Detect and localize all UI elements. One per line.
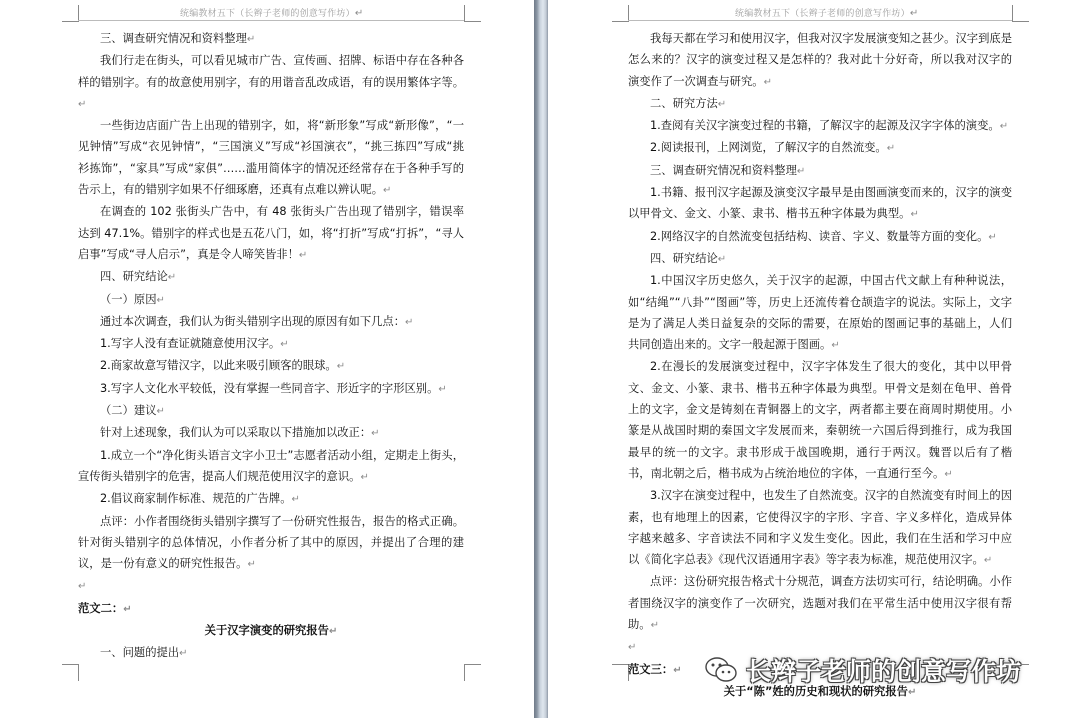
paragraph-text: 关于“陈”姓的历史和现状的研究报告 <box>723 684 908 698</box>
paragraph-mark: ↵ <box>944 468 953 480</box>
paragraph <box>78 355 464 377</box>
paragraph <box>628 137 1012 159</box>
paragraph-text: 1.写字人没有查证就随意使用汉字。 <box>100 337 281 351</box>
header-rule <box>628 20 1012 21</box>
paragraph-text: 1.中国汉字历史悠久，关于汉字的起源，中国古代文献上有种种说法，如“结绳”“八卦”“图画”等，历史上还流传着仓颉造字的说法。实际上，文字是为了满足人类日益复杂的交际的需要，在原始的图画记事的基础上，人们共同创造出来的。文字一般起源于图画。 <box>628 274 1012 352</box>
document-page-left <box>0 0 534 718</box>
wechat-icon <box>704 656 738 684</box>
paragraph <box>628 485 1012 571</box>
paragraph-mark: ↵ <box>796 165 806 177</box>
paragraph-mark: ↵ <box>983 555 993 567</box>
paragraph-mark: ↵ <box>247 559 256 571</box>
paragraph-text: 1.书籍、报刊汉字起源及演变汉字最早是由图画演变而来的，汉字的演变以甲骨文、金文、小篆、隶书、楷书五种字体最为典型。 <box>628 186 1012 221</box>
paragraph-mark: ↵ <box>650 620 659 632</box>
paragraph-mark: ↵ <box>383 185 392 197</box>
paragraph-text: 2.网络汉字的自然流变包括结构、读音、字义、数量等方面的变化。 <box>650 229 989 243</box>
paragraph <box>78 422 464 444</box>
paragraph-text: 我每天都在学习和使用汉字，但我对汉字发展演变知之甚少。汉字到底是怎么来的？汉字的演变过程又是怎样的？我对此十分好奇，所以我对汉字的演变作了一次调查与研究。 <box>628 32 1012 88</box>
paragraph-mark: ↵ <box>628 642 637 654</box>
paragraph <box>78 201 464 266</box>
paragraph <box>628 182 1012 226</box>
paragraph <box>78 575 464 597</box>
paragraph-text: 2.在漫长的发展演变过程中，汉字字体发生了很大的变化，其中以甲骨文、金文、小篆、隶书、楷书五种字体最为典型。甲骨文是刻在龟甲、兽骨上的文字，金文是铸刻在青铜器上的文字，两者都主要在商周时期使用。小篆是从战国时期的秦国文字发展而来，秦朝统一六国后得到推行，成为我国最早的统一的文字。隶书形成于战国晚期，通行于两汉。魏晋以后有了楷书，南北朝之后，楷书成为占统治地位的字体，一直通行至今。 <box>628 360 1012 480</box>
paragraph <box>78 488 464 510</box>
paragraph-mark: ↵ <box>831 340 840 352</box>
paragraph-mark: ↵ <box>371 428 380 440</box>
paragraph-mark: ↵ <box>988 231 997 243</box>
paragraph <box>628 226 1012 248</box>
paragraph-mark: ↵ <box>910 209 919 221</box>
paragraph-mark: ↵ <box>167 272 177 284</box>
header-text: 统编教材五下（长辫子老师的创意写作坊） <box>735 9 910 19</box>
paragraph-text: 四、研究结论 <box>650 251 718 265</box>
paragraph-text: 1.成立一个“净化街头语言文字小卫士”志愿者活动小组，定期走上街头，宣传街头错别字的危害，提高人们规范使用汉字的意识。 <box>78 448 464 483</box>
paragraph-mark: ↵ <box>246 34 256 45</box>
paragraph-text: 2.倡议商家制作标准、规范的广告牌。 <box>100 492 292 506</box>
paragraph <box>628 160 1012 182</box>
paragraph-mark: ↵ <box>717 253 727 265</box>
paragraph-text: 三、调查研究情况和资料整理 <box>100 32 247 45</box>
paragraph <box>78 445 464 489</box>
paragraph-mark: ↵ <box>280 339 289 351</box>
paragraph-mark: ↵ <box>763 76 772 88</box>
paragraph <box>628 115 1012 137</box>
paragraph-mark: ↵ <box>673 664 682 676</box>
crop-mark <box>612 664 629 681</box>
paragraph-text: 一、问题的提出 <box>100 646 180 660</box>
paragraph-text: 在调查的 102 张街头广告中，有 48 张街头广告出现了错别字，错误率达到 47.1%。错别字的样式也是五花八门，如，将“打折”写成“打拆”，“寻人启事”写成“寻人启示”，真是令人啼笑皆非！ <box>78 205 464 261</box>
paragraph <box>78 311 464 333</box>
paragraph <box>628 248 1012 270</box>
paragraph <box>628 571 1012 636</box>
paragraph <box>628 28 1012 93</box>
paragraph-mark: ↵ <box>298 249 308 261</box>
page-gutter <box>534 0 548 718</box>
paragraph-mark: ↵ <box>360 471 369 483</box>
paragraph <box>78 400 464 422</box>
paragraph <box>78 620 464 642</box>
paragraph-mark: ↵ <box>886 143 896 155</box>
paragraph-mark: ↵ <box>291 494 300 506</box>
document-page-right <box>548 0 1080 718</box>
paragraph-mark: ↵ <box>999 121 1009 133</box>
paragraph-text: 通过本次调查，我们认为街头错别字出现的原因有如下几点： <box>100 314 406 328</box>
paragraph-text: （二）建议 <box>100 404 157 418</box>
paragraph-mark: ↵ <box>78 581 87 593</box>
paragraph-text: 范文三： <box>628 662 674 676</box>
crop-mark <box>62 664 79 681</box>
crop-mark <box>464 664 481 681</box>
paragraph-mark: ↵ <box>336 361 346 373</box>
paragraph-text: 点评：小作者围绕街头错别字撰写了一份研究性报告，报告的格式正确。针对街头错别字的总体情况，小作者分析了其中的原因，并提出了合理的建议，是一份有意义的研究性报告。 <box>78 514 464 571</box>
paragraph <box>78 289 464 311</box>
paragraph-mark: ↵ <box>438 383 447 395</box>
paragraph-mark: ↵ <box>156 406 165 418</box>
header-rule <box>78 20 464 21</box>
paragraph <box>78 378 464 400</box>
page-content <box>628 28 1012 703</box>
paragraph-text: 四、研究结论 <box>100 270 168 284</box>
paragraph-mark: ↵ <box>156 294 165 306</box>
paragraph <box>628 93 1012 115</box>
paragraph-mark: ↵ <box>907 686 917 698</box>
paragraph-mark: ↵ <box>123 603 132 615</box>
paragraph <box>78 50 464 115</box>
watermark-text: 长辫子老师的创意写作坊 <box>746 657 1022 686</box>
crop-mark <box>464 5 481 22</box>
paragraph <box>78 115 464 201</box>
paragraph-text: 我们行走在街头，可以看见城市广告、宣传画、招牌、标语中存在各种各样的错别字。有的故意使用别字，有的用谐音乱改成语，有的误用繁体字等。 <box>78 54 464 89</box>
paragraph-text: 针对上述现象，我们认为可以采取以下措施加以改正： <box>100 426 372 440</box>
paragraph <box>78 642 464 664</box>
paragraph-text: 3.写字人文化水平较低，没有掌握一些同音字、形近字的字形区别。 <box>100 381 439 395</box>
paragraph-text: 1.查阅有关汉字演变过程的书籍，了解汉字的起源及汉字字体的演变。 <box>650 119 1000 133</box>
paragraph <box>628 356 1012 485</box>
paragraph-text: 关于汉字演变的研究报告 <box>204 624 329 638</box>
paragraph-mark: ↵ <box>179 648 188 660</box>
paragraph-text: 2.商家故意写错汉字，以此来吸引顾客的眼球。 <box>100 359 337 373</box>
paragraph-text: （一）原因 <box>100 292 157 306</box>
paragraph-text: 三、调查研究情况和资料整理 <box>650 163 797 177</box>
paragraph-text: 2.阅读报刊，上网浏览，了解汉字的自然流变。 <box>650 141 887 155</box>
paragraph <box>628 270 1012 356</box>
paragraph-text: 一些街边店面广告上出现的错别字，如，将“新形象”写成“新形像”，“一见钟情”写成“衣见钟情”，“三国演义”写成“衫国演衣”，“挑三拣四”写成“挑衫拣饰”，“家具”写成“家俱”……滥用简体字的情况还经常存在于各种手写的告示上，有的错别字如果不仔细琢磨，还真有点难以辨认呢。 <box>78 119 464 197</box>
paragraph-mark: ↵ <box>405 316 414 328</box>
paragraph-text: 3.汉字在演变过程中，也发生了自然流变。汉字的自然流变有时间上的因素，也有地理上的因素，它使得汉字的字形、字音、字义多样化，造成异体字越来越多、字音读法不同和字义发生变化。因此，我们在生活和学习中应以《简化字总表》《现代汉语通用字表》等字表为标准，规范使用汉字。 <box>628 489 1012 567</box>
paragraph <box>78 28 464 50</box>
crop-mark <box>62 5 79 22</box>
page-header: 统编教材五下（长辫子老师的创意写作坊）↵ <box>180 8 364 19</box>
paragraph-mark: ↵ <box>78 98 87 110</box>
paragraph <box>78 598 464 620</box>
paragraph <box>78 266 464 288</box>
page-content <box>78 28 464 665</box>
paragraph-text: 点评：这份研究报告格式十分规范，调查方法切实可行，结论明确。小作者围绕汉字的演变作了一次研究，选题对我们在平常生活中使用汉字很有帮助。 <box>628 575 1012 632</box>
page-header: 统编教材五下（长辫子老师的创意写作坊）↵ <box>735 8 919 19</box>
header-text: 统编教材五下（长辫子老师的创意写作坊） <box>180 9 355 19</box>
paragraph-text: 二、研究方法 <box>650 96 718 110</box>
paragraph-mark: ↵ <box>328 626 338 638</box>
paragraph-mark: ↵ <box>717 98 727 110</box>
paragraph <box>78 511 464 576</box>
watermark <box>704 652 1021 688</box>
paragraph-text: 范文二： <box>78 601 124 615</box>
paragraph <box>78 333 464 355</box>
crop-mark <box>1012 5 1029 22</box>
crop-mark <box>612 5 629 22</box>
